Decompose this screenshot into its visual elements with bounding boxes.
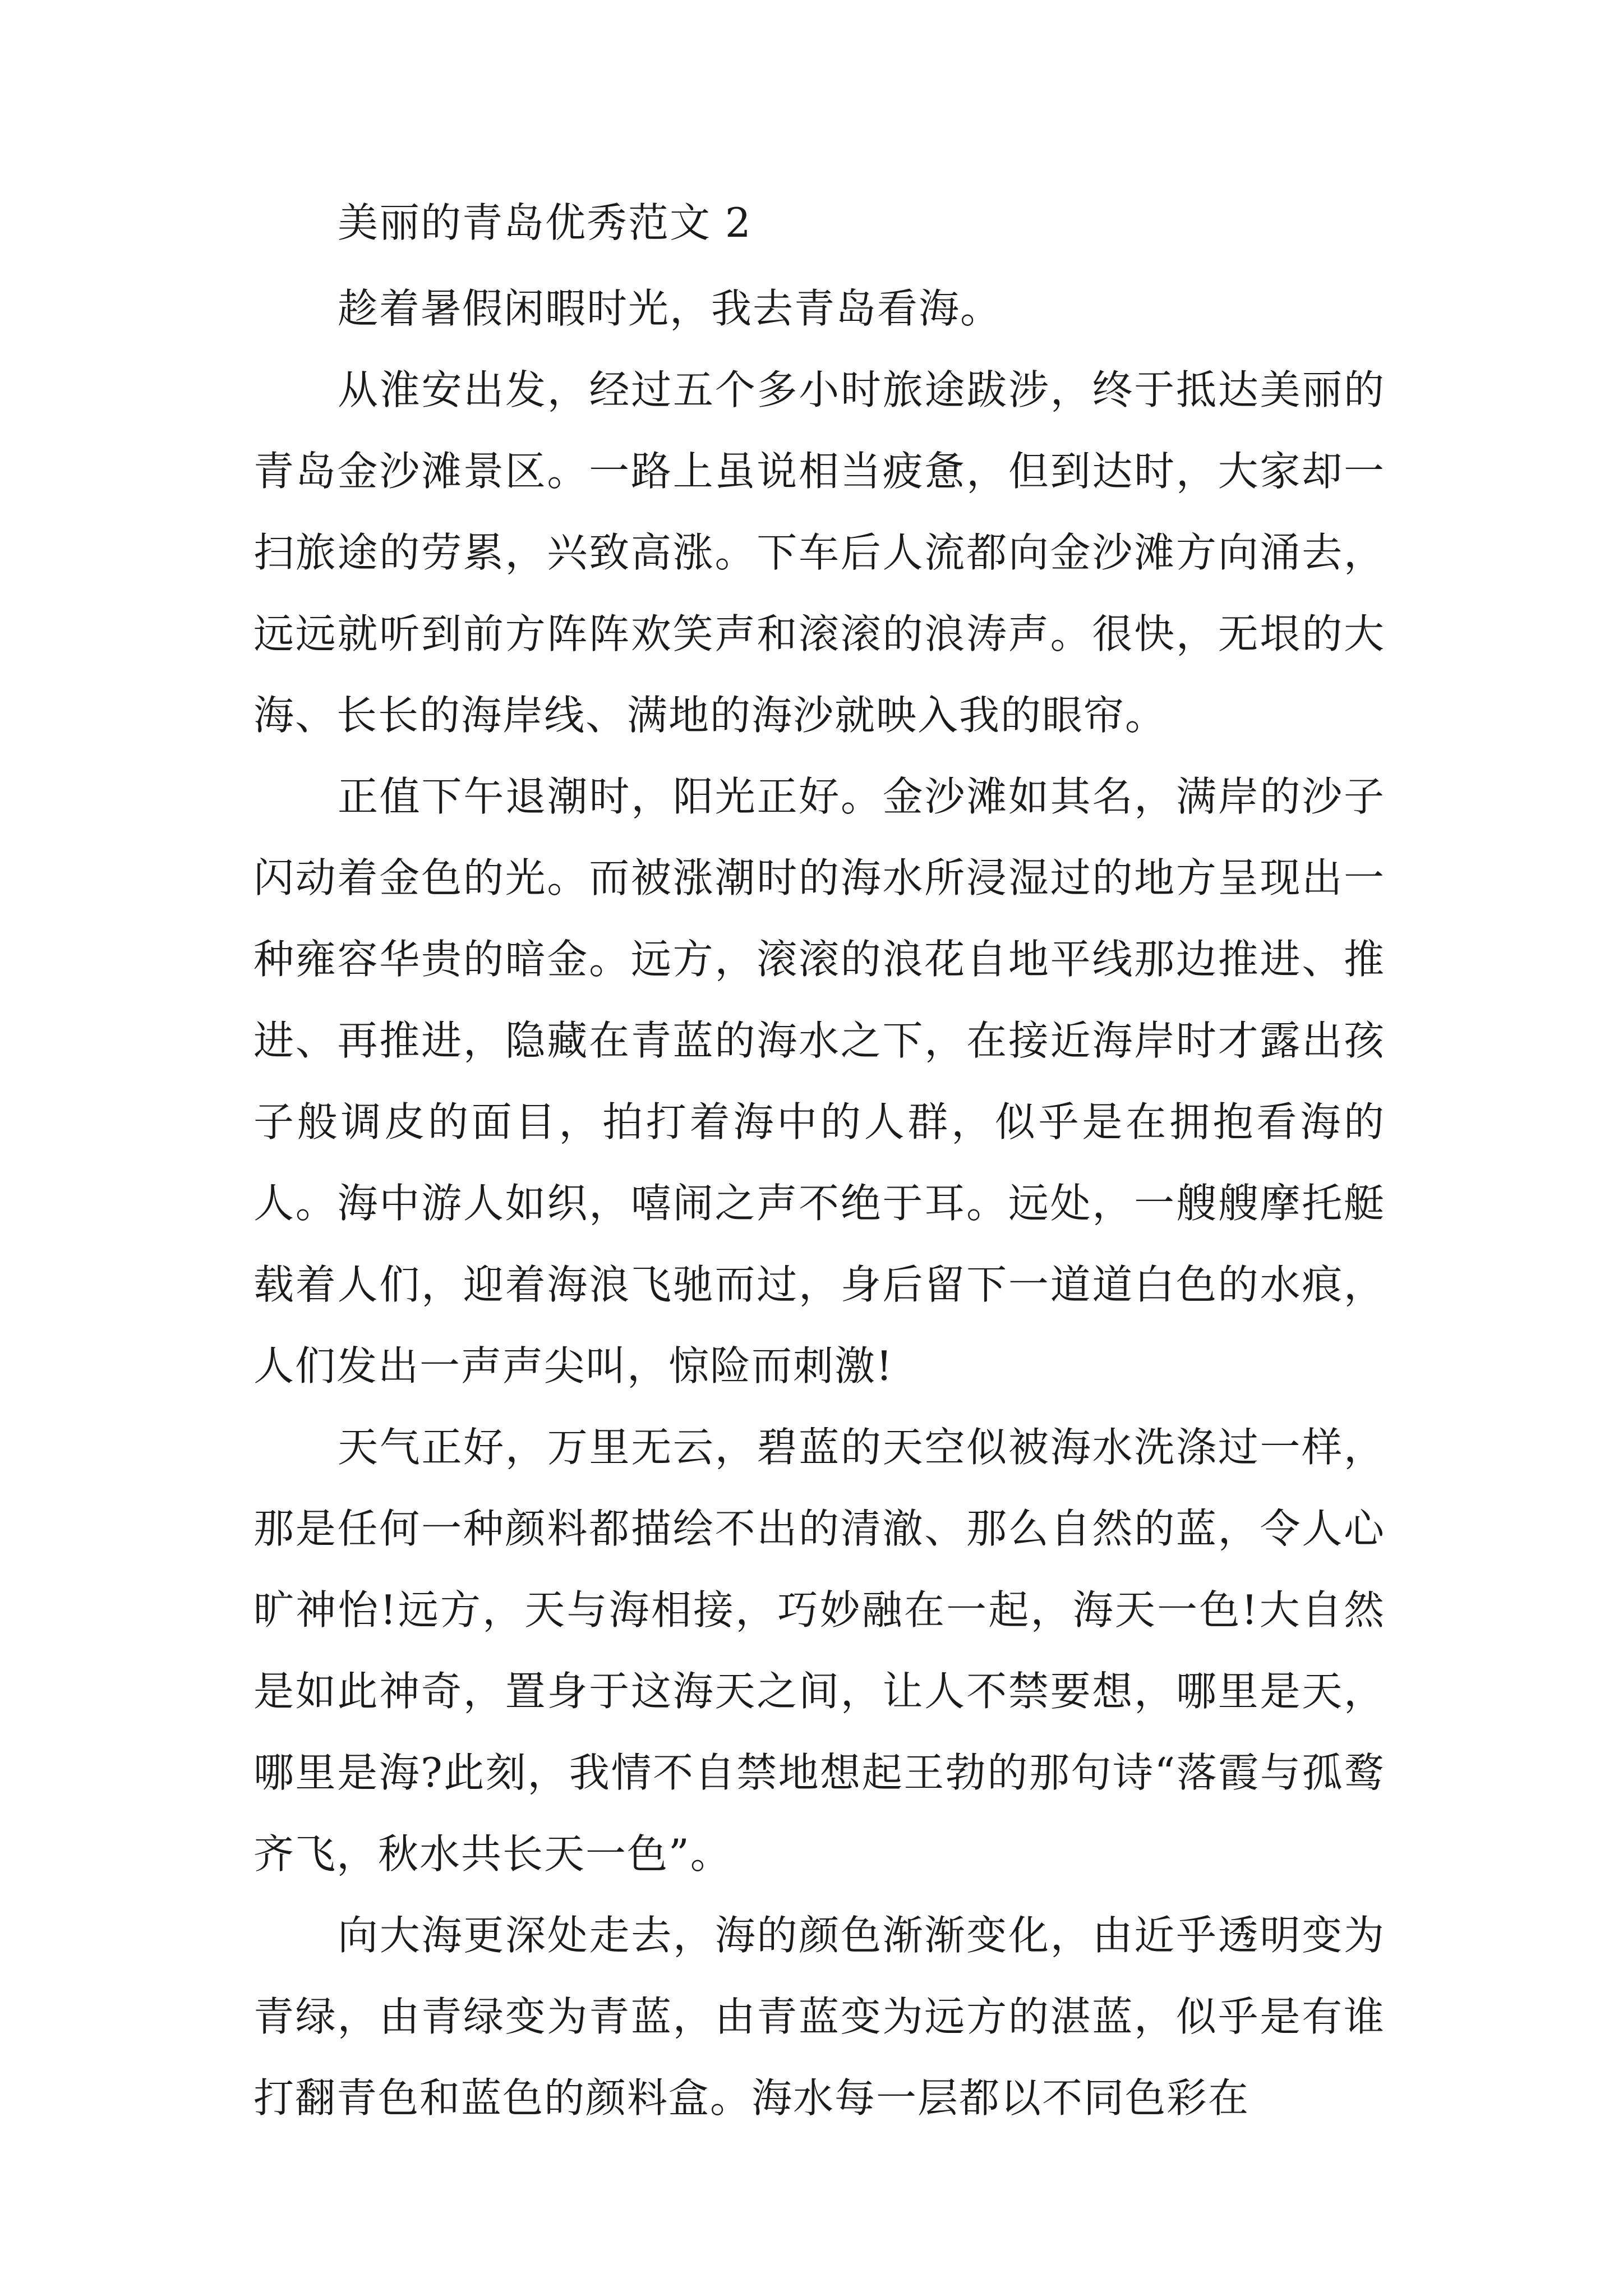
paragraph: 趁着暑假闲暇时光，我去青岛看海。 (338, 285, 1002, 332)
document-title: 美丽的青岛优秀范文 2 (338, 199, 752, 246)
paragraph: 正值下午退潮时，阳光正好。金沙滩如其名，满岸的沙子闪动着金色的光。而被涨潮时的海水所浸湿过的地方呈现出一种雍容华贵的暗金。远方，滚滚的浪花自地平线那边推进、推进、再推进，隐藏在青蓝的海水之下，在接近海岸时才露出孩子般调皮的面目，拍打着海中的人群，似乎是在拥抱看海的人。海中游人如织，嘻闹之声不绝于耳。远处，一艘艘摩托艇载着人们，迎着海浪飞驰而过，身后留下一道道白色的水痕，人们发出一声声尖叫，惊险而刺激! (253, 773, 1385, 1389)
document-body (253, 182, 1385, 2139)
paragraph: 从淮安出发，经过五个多小时旅途跋涉，终于抵达美丽的青岛金沙滩景区。一路上虽说相当疲惫，但到达时，大家却一扫旅途的劳累，兴致高涨。下车后人流都向金沙滩方向涌去，远远就听到前方阵阵欢笑声和滚滚的浪涛声。很快，无垠的大海、长长的海岸线、满地的海沙就映入我的眼帘。 (253, 366, 1385, 739)
paragraph: 向大海更深处走去，海的颜色渐渐变化，由近乎透明变为青绿，由青绿变为青蓝，由青蓝变为远方的湛蓝，似乎是有谁打翻青色和蓝色的颜料盒。海水每一层都以不同色彩在 (253, 1912, 1385, 2122)
paragraph: 天气正好，万里无云，碧蓝的天空似被海水洗涤过一样，那是任何一种颜料都描绘不出的清澈、那么自然的蓝，令人心旷神怡!远方，天与海相接，巧妙融在一起，海天一色!大自然是如此神奇，置身于这海天之间，让人不禁要想，哪里是天，哪里是海?此刻，我情不自禁地想起王勃的那句诗“落霞与孤鹜齐飞，秋水共长天一色”。 (253, 1424, 1385, 1878)
